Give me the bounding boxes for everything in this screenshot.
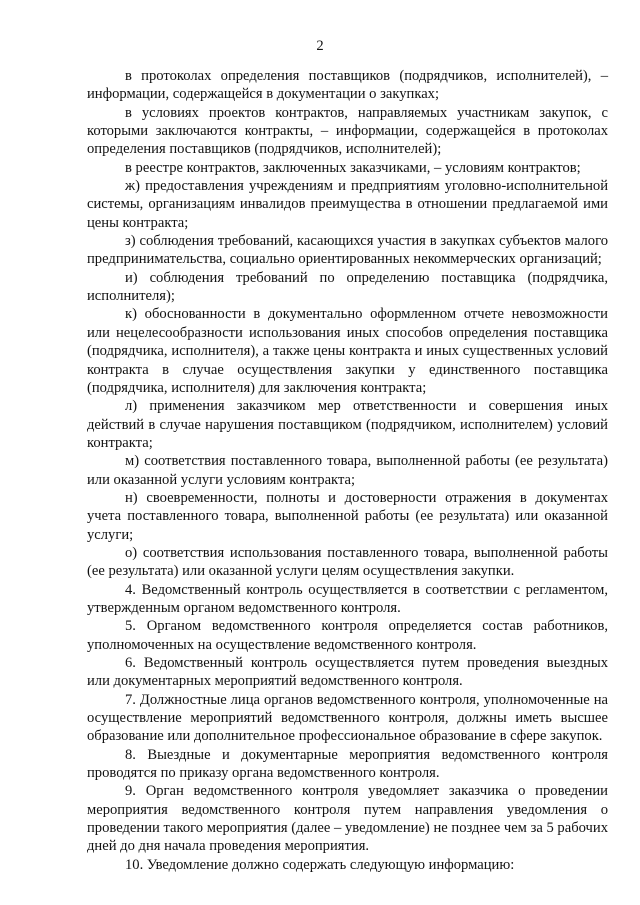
paragraph-clause-4: 4. Ведомственный контроль осуществляется в соответствии с регламентом, утвержденным органом ведомственного контроля.: [87, 581, 608, 616]
paragraph-clause-9: 9. Орган ведомственного контроля уведомляет заказчика о проведении мероприятия ведомственного контроля путем направления уведомления о проведении такого мероприятия (далее – уведомление) не позднее чем за 5 рабочих дней до дня начала проведения мероприятия.: [87, 783, 608, 855]
paragraph-item-z: з) соблюдения требований, касающихся участия в закупках субъектов малого предпринимательства, социально ориентированных некоммерческих организаций;: [87, 233, 608, 268]
paragraph-clause-8: 8. Выездные и документарные мероприятия ведомственного контроля проводятся по приказу органа ведомственного контроля.: [87, 746, 608, 782]
paragraph-clause-5: 5. Органом ведомственного контроля определяется состав работников, уполномоченных на осуществление ведомственного контроля.: [87, 618, 608, 653]
paragraph-item-k: к) обоснованности в документально оформленном отчете невозможности или нецелесообразности использования иных способов определения поставщика (подрядчика, исполнителя), а также цены контракта и иных существенных условий контракта в случае осуществления закупки у единственного поставщика (подрядчика, исполнителя) для заключения контракта;: [87, 306, 608, 396]
paragraph-item-l: л) применения заказчиком мер ответственности и совершения иных действий в случае нарушения поставщиком (подрядчиком, исполнителем) условий контракта;: [87, 398, 608, 451]
paragraph-item-m: м) соответствия поставленного товара, выполненной работы (ее результата) или оказанной услуги условиям контракта;: [87, 453, 608, 488]
paragraph-contract-registry: в реестре контрактов, заключенных заказчиками, – условиям контрактов;: [125, 159, 581, 176]
paragraph-clause-10: 10. Уведомление должно содержать следующую информацию:: [125, 856, 515, 873]
paragraph-item-o: о) соответствия использования поставленного товара, выполненной работы (ее результата) или оказанной услуги целям осуществления закупки.: [87, 544, 608, 580]
page-number: 2: [316, 38, 324, 54]
paragraph-item-i: и) соблюдения требований по определению поставщика (подрядчика, исполнителя);: [87, 269, 608, 305]
paragraph-clause-7: 7. Должностные лица органов ведомственного контроля, уполномоченные на осуществление мероприятий ведомственного контроля, должны иметь высшее образование или дополнительное профессиональное образование в сфере закупок.: [87, 691, 608, 745]
paragraph-item-zh: ж) предоставления учреждениям и предприятиям уголовно-исполнительной системы, организациям инвалидов преимущества в отношении предлагаемой ими цены контракта;: [87, 178, 608, 231]
paragraph-item-n: н) своевременности, полноты и достоверности отражения в документах учета поставленного товара, выполненной работы (ее результата) или оказанной услуги;: [87, 489, 608, 543]
paragraph-clause-6: 6. Ведомственный контроль осуществляется путем проведения выездных или документарных мероприятий ведомственного контроля.: [87, 655, 608, 690]
document-body: [87, 67, 608, 874]
paragraph-protocols: в протоколах определения поставщиков (подрядчиков, исполнителей), – информации, содержащейся в документации о закупках;: [87, 68, 608, 103]
paragraph-contract-drafts: в условиях проектов контрактов, направляемых участникам закупок, с которыми заключаются контракты, – информации, содержащейся в протоколах определения поставщиков (подрядчиков, исполнителей);: [87, 104, 608, 158]
